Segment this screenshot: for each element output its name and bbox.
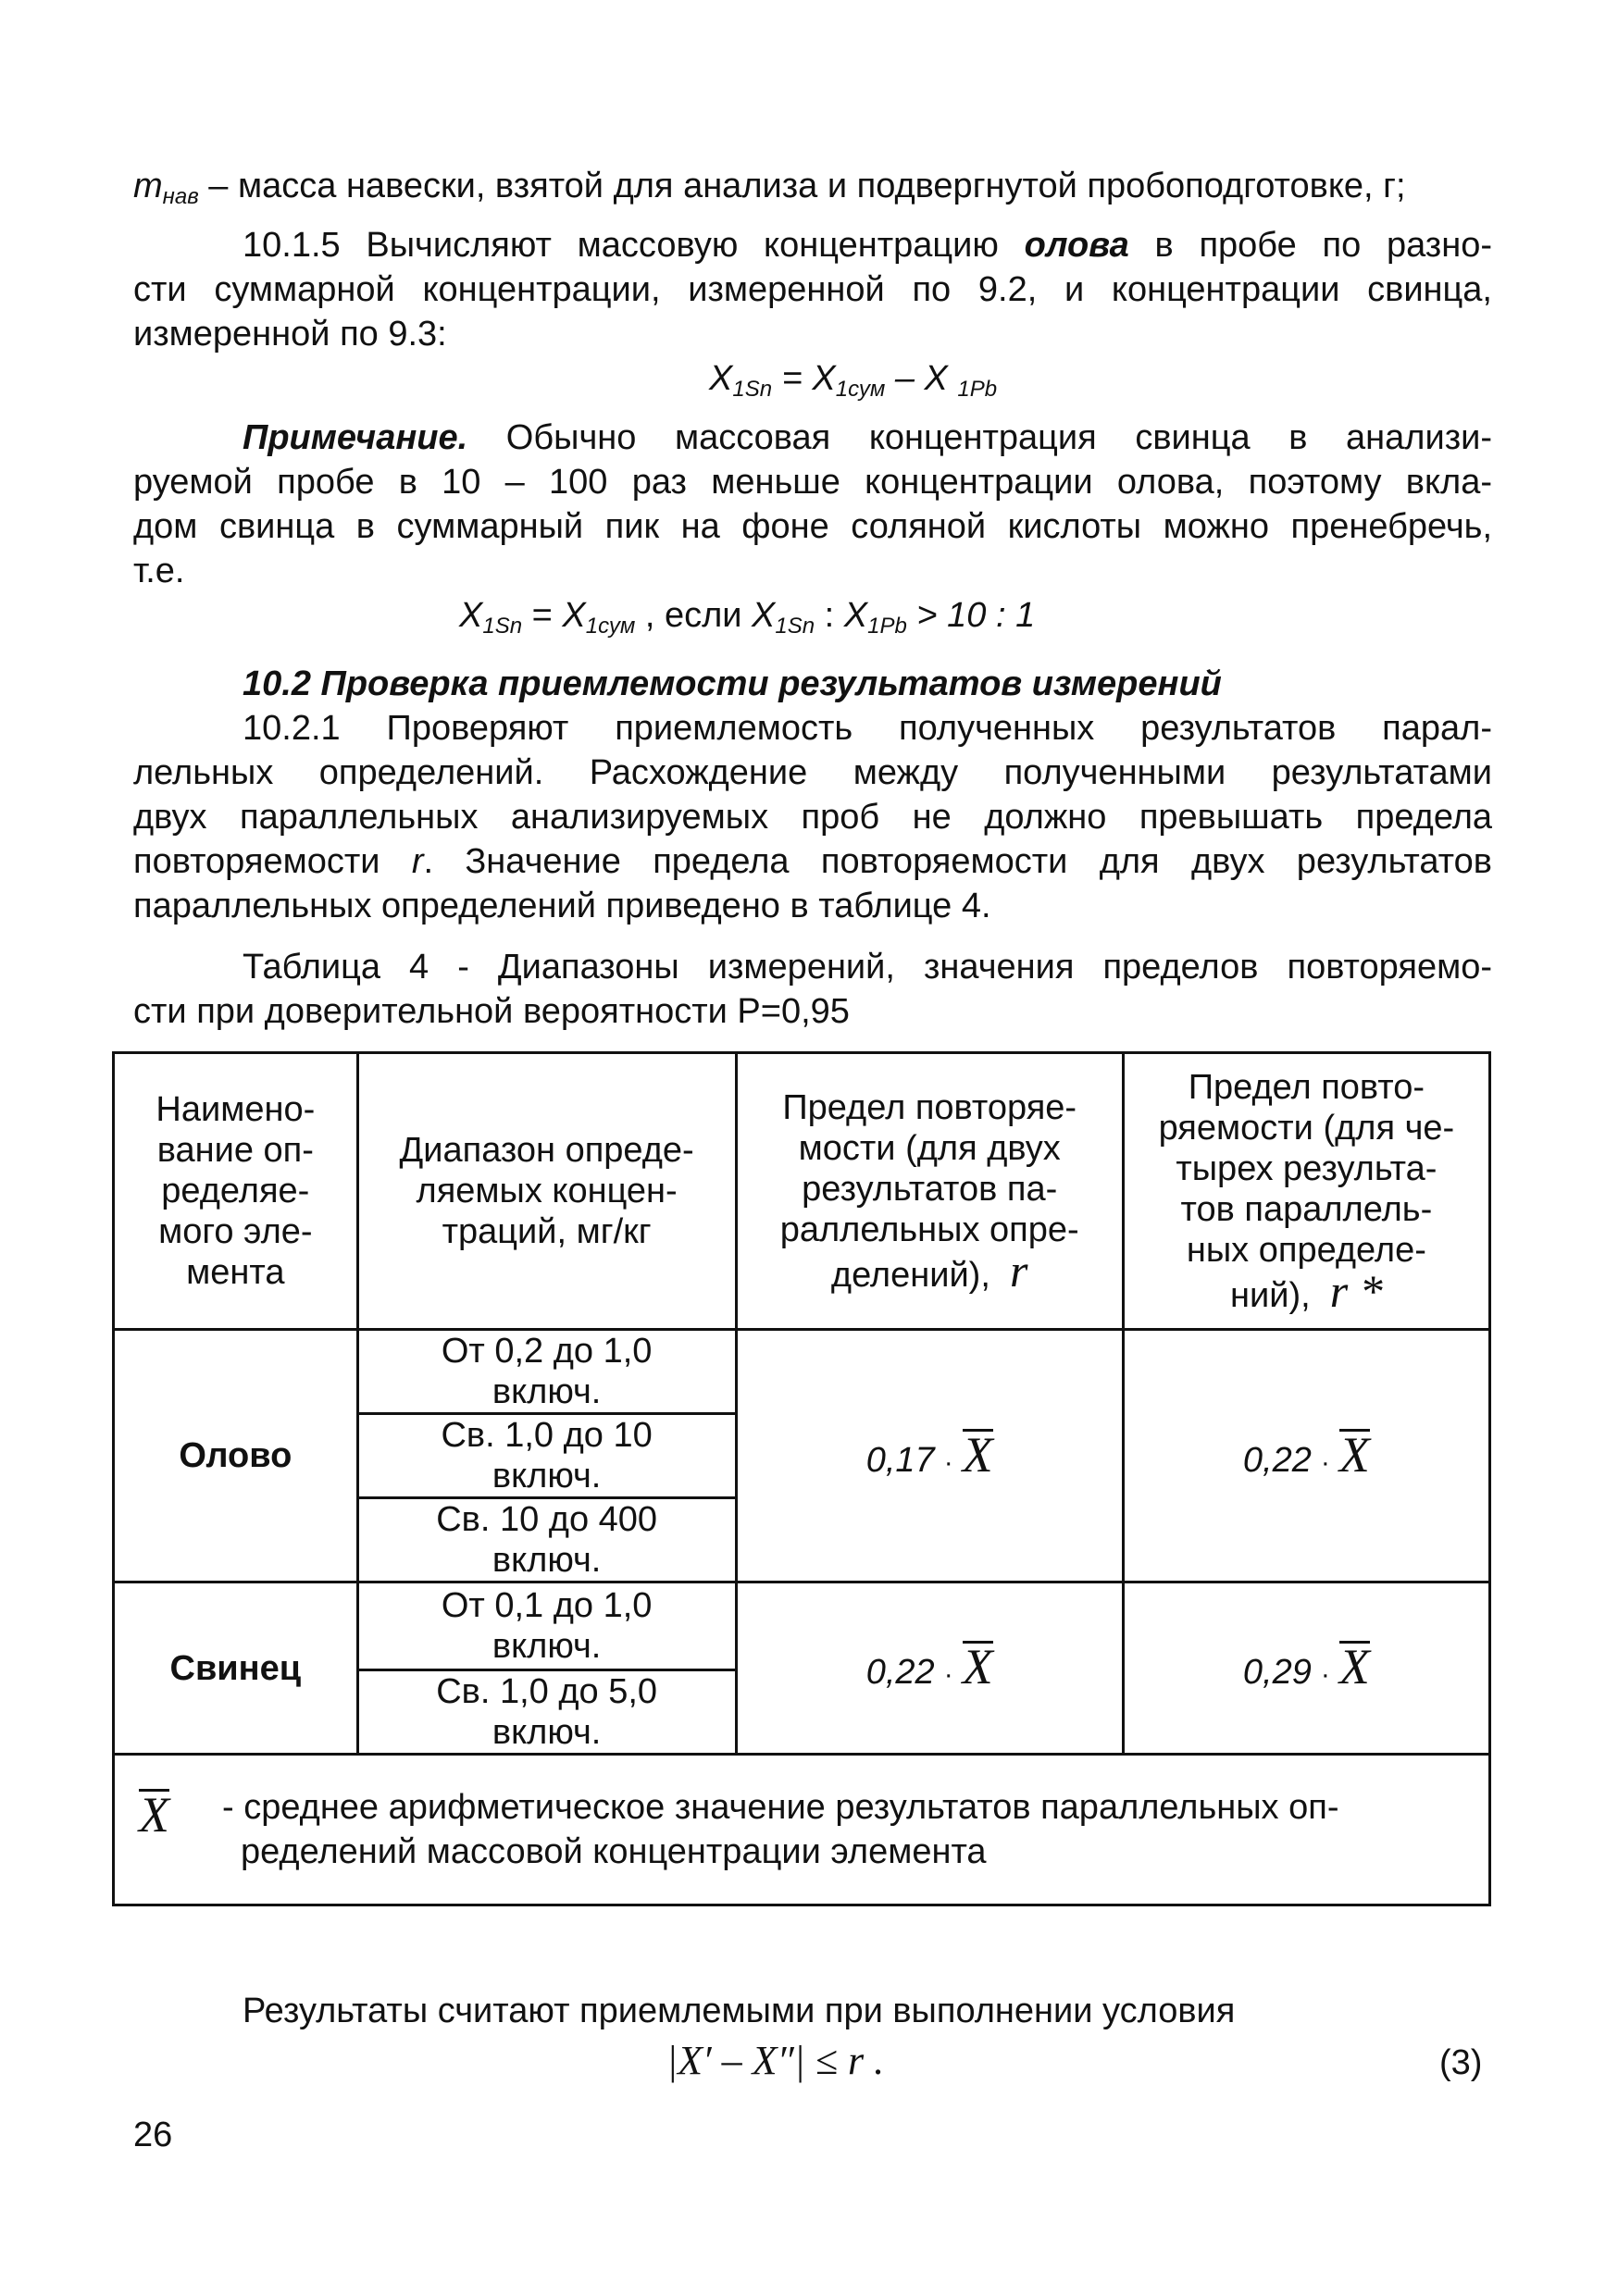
row-lead-label: Свинец: [114, 1582, 358, 1755]
formula-condition: $X_{1Sn} = X_{1сум}$ , если $X_{1Sn}$ : $X_{1Pb} > 10$ : 1: [459, 596, 1036, 639]
lead-range-1: От 0,1 до 1,0 включ.: [357, 1582, 736, 1670]
formula-tin-difference: $X_{1Sn} = X_{1сум} - X$ $_{1Pb}$: [709, 359, 998, 402]
closing-text: Результаты считают приемлемыми при выполнении условия: [243, 1992, 1236, 2030]
tin-range-2: Св. 1,0 до 10 включ.: [357, 1414, 736, 1498]
section-line1: 10.2.1 Проверяют приемлемость полученных результатов парал-: [243, 709, 1492, 748]
tin-range-1: От 0,2 до 1,0 включ.: [357, 1330, 736, 1414]
acceptance-formula: |X′ – X″| ≤ r .: [666, 2038, 885, 2083]
footnote-x-symbol: X: [139, 1787, 169, 1843]
table-4: [112, 1051, 1491, 1906]
footnote-line1: - среднее арифметическое значение результатов параллельных оп-: [222, 1788, 1339, 1827]
header-range: Диапазон опреде- ляемых концен- траций, мг/кг: [357, 1053, 736, 1330]
section-line3: двух параллельных анализируемых проб не должно превышать предела: [133, 798, 1492, 837]
header-element-name: Наимено- вание оп- ределяе- мого эле- мента: [114, 1053, 358, 1330]
row-tin-label: Олово: [114, 1330, 358, 1582]
section-line4: повторяемости r. Значение предела повторяемости для двух результатов: [133, 842, 1492, 881]
section-line5: параллельных определений приведено в таблице 4.: [133, 887, 991, 925]
note-line4: т.е.: [133, 552, 185, 590]
lead-range-2: Св. 1,0 до 5,0 включ.: [357, 1670, 736, 1755]
header-limit-four: Предел повто- ряемости (для че- тырех результа- тов параллель- ных определе- ний), r *: [1123, 1053, 1489, 1330]
table-caption-line2: сти при доверительной вероятности Р=0,95: [133, 992, 850, 1031]
note-line2: руемой пробе в 10 – 100 раз меньше концентрации олова, поэтому вкла-: [133, 463, 1492, 502]
table-caption-line1: Таблица 4 - Диапазоны измерений, значения пределов повторяемо-: [243, 948, 1492, 987]
table-footnote: [114, 1755, 1490, 1905]
lead-limit-four: 0,29 · X: [1123, 1582, 1489, 1755]
section-line2: лельных определений. Расхождение между полученными результатами: [133, 753, 1492, 792]
page-number: 26: [133, 2116, 173, 2154]
para-10-1-5-line1: 10.1.5 Вычисляют массовую концентрацию олова в пробе по разно-: [243, 226, 1492, 265]
note-line3: дом свинца в суммарный пик на фоне соляной кислоты можно пренебречь,: [133, 507, 1492, 546]
para-10-1-5-line2: сти суммарной концентрации, измеренной по 9.2, и концентрации свинца,: [133, 270, 1492, 309]
tin-range-3: Св. 10 до 400 включ.: [357, 1498, 736, 1582]
tin-limit-four: 0,22 · X: [1123, 1330, 1489, 1582]
tin-limit-two: 0,17 · X: [736, 1330, 1123, 1582]
lead-limit-two: 0,22 · X: [736, 1582, 1123, 1755]
footnote-line2: ределений массовой концентрации элемента: [241, 1832, 987, 1871]
equation-number: (3): [1439, 2043, 1483, 2082]
note-line1: Примечание. Обычно массовая концентрация свинца в анализи-: [243, 418, 1492, 457]
mass-definition-line: $m_{нав}$ – масса навески, взятой для анализа и подвергнутой пробоподготовке, г;: [133, 167, 1406, 209]
header-limit-two: Предел повторяе- мости (для двух результатов па- раллельных опре- делений), r: [736, 1053, 1123, 1330]
para-10-1-5-line3: измеренной по 9.3:: [133, 315, 447, 354]
section-heading: 10.2 Проверка приемлемости результатов измерений: [243, 664, 1222, 703]
